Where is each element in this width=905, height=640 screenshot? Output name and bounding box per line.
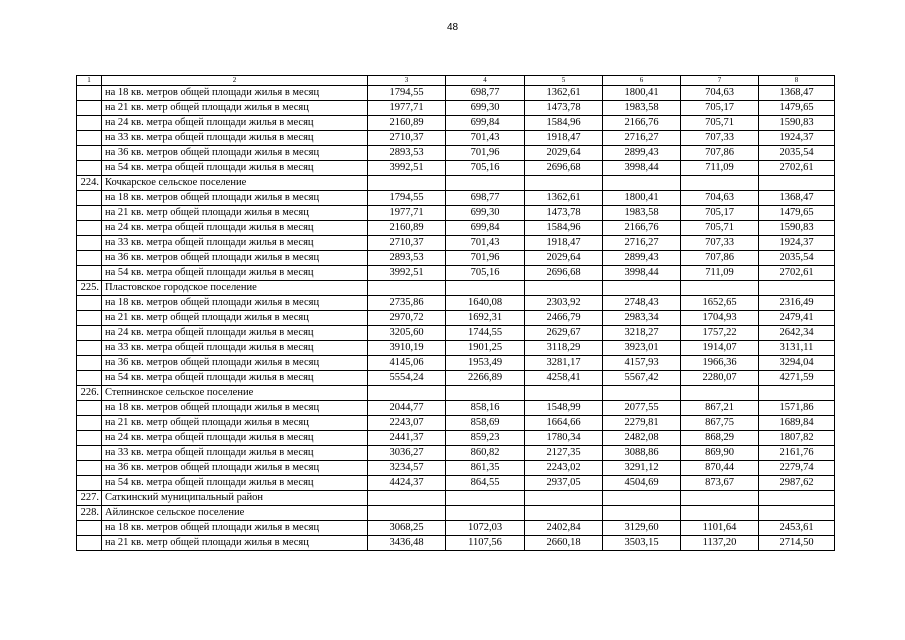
value-cell: 2696,68 [525, 266, 603, 281]
table-row [77, 236, 835, 251]
row-label-cell: на 33 кв. метра общей площади жилья в месяц [102, 131, 368, 146]
value-cell: 1584,96 [525, 221, 603, 236]
row-index-cell [77, 191, 102, 206]
value-cell: 2161,76 [759, 446, 835, 461]
value-cell: 2937,05 [525, 476, 603, 491]
table-row [77, 221, 835, 236]
row-index-cell [77, 356, 102, 371]
value-cell: 699,84 [446, 116, 525, 131]
value-cell: 5554,24 [368, 371, 446, 386]
value-cell [759, 386, 835, 401]
value-cell: 2035,54 [759, 146, 835, 161]
value-cell: 4504,69 [603, 476, 681, 491]
row-label-cell: на 36 кв. метров общей площади жилья в месяц [102, 356, 368, 371]
value-cell: 2702,61 [759, 266, 835, 281]
table-row [77, 206, 835, 221]
table-row [77, 341, 835, 356]
row-index-cell [77, 536, 102, 551]
value-cell: 2303,92 [525, 296, 603, 311]
value-cell: 860,82 [446, 446, 525, 461]
row-index-cell [77, 461, 102, 476]
value-cell: 2899,43 [603, 251, 681, 266]
column-number-cell: 5 [525, 76, 603, 86]
value-cell: 4258,41 [525, 371, 603, 386]
row-label-cell: на 54 кв. метра общей площади жилья в месяц [102, 476, 368, 491]
value-cell: 1794,55 [368, 86, 446, 101]
value-cell: 2702,61 [759, 161, 835, 176]
value-cell: 707,86 [681, 146, 759, 161]
value-cell: 2660,18 [525, 536, 603, 551]
value-cell: 704,63 [681, 86, 759, 101]
value-cell: 701,96 [446, 251, 525, 266]
value-cell [681, 176, 759, 191]
value-cell [759, 491, 835, 506]
value-cell: 3129,60 [603, 521, 681, 536]
value-cell: 3281,17 [525, 356, 603, 371]
row-label-cell: на 18 кв. метров общей площади жилья в месяц [102, 86, 368, 101]
row-label-cell: на 36 кв. метров общей площади жилья в месяц [102, 146, 368, 161]
value-cell [603, 491, 681, 506]
value-cell: 1924,37 [759, 236, 835, 251]
value-cell: 707,33 [681, 131, 759, 146]
value-cell: 3998,44 [603, 161, 681, 176]
value-cell: 2160,89 [368, 116, 446, 131]
table-row [77, 431, 835, 446]
table-row [77, 251, 835, 266]
value-cell: 2279,81 [603, 416, 681, 431]
row-label-cell: на 33 кв. метра общей площади жилья в месяц [102, 446, 368, 461]
value-cell: 1918,47 [525, 131, 603, 146]
value-cell: 1704,93 [681, 311, 759, 326]
value-cell: 2642,34 [759, 326, 835, 341]
value-cell: 704,63 [681, 191, 759, 206]
value-cell: 869,90 [681, 446, 759, 461]
value-cell: 1473,78 [525, 101, 603, 116]
value-cell: 1107,56 [446, 536, 525, 551]
row-index-cell [77, 236, 102, 251]
value-cell: 2402,84 [525, 521, 603, 536]
value-cell: 3205,60 [368, 326, 446, 341]
row-index-cell [77, 131, 102, 146]
value-cell: 2482,08 [603, 431, 681, 446]
table-row [77, 311, 835, 326]
value-cell: 1794,55 [368, 191, 446, 206]
row-label-cell: на 24 кв. метра общей площади жилья в месяц [102, 326, 368, 341]
value-cell: 2280,07 [681, 371, 759, 386]
value-cell [759, 176, 835, 191]
row-index-cell: 224. [77, 176, 102, 191]
value-cell: 2696,68 [525, 161, 603, 176]
value-cell: 707,86 [681, 251, 759, 266]
row-index-cell [77, 371, 102, 386]
value-cell: 2629,67 [525, 326, 603, 341]
table-row [77, 161, 835, 176]
value-cell: 868,29 [681, 431, 759, 446]
row-label-cell: на 24 кв. метра общей площади жилья в месяц [102, 431, 368, 446]
value-cell [681, 491, 759, 506]
value-cell: 1953,49 [446, 356, 525, 371]
table-row [77, 146, 835, 161]
row-label-cell: на 24 кв. метра общей площади жилья в месяц [102, 221, 368, 236]
value-cell: 3291,12 [603, 461, 681, 476]
value-cell: 707,33 [681, 236, 759, 251]
table-row [77, 401, 835, 416]
value-cell: 2983,34 [603, 311, 681, 326]
value-cell [446, 176, 525, 191]
value-cell: 864,55 [446, 476, 525, 491]
value-cell: 1983,58 [603, 101, 681, 116]
value-cell: 3131,11 [759, 341, 835, 356]
value-cell: 4271,59 [759, 371, 835, 386]
section-row [77, 176, 835, 191]
row-label-cell: на 21 кв. метр общей площади жилья в месяц [102, 416, 368, 431]
value-cell [525, 176, 603, 191]
value-cell: 698,77 [446, 191, 525, 206]
row-index-cell [77, 416, 102, 431]
value-cell: 705,71 [681, 116, 759, 131]
row-label-cell: Айлинское сельское поселение [102, 506, 368, 521]
value-cell [603, 281, 681, 296]
value-cell: 4424,37 [368, 476, 446, 491]
table-row [77, 266, 835, 281]
value-cell: 2748,43 [603, 296, 681, 311]
value-cell: 705,16 [446, 266, 525, 281]
value-cell [759, 281, 835, 296]
value-cell: 2899,43 [603, 146, 681, 161]
value-cell: 3036,27 [368, 446, 446, 461]
value-cell: 1101,64 [681, 521, 759, 536]
value-cell: 1590,83 [759, 221, 835, 236]
value-cell [368, 506, 446, 521]
value-cell: 1590,83 [759, 116, 835, 131]
table-row [77, 461, 835, 476]
value-cell: 3923,01 [603, 341, 681, 356]
value-cell: 699,84 [446, 221, 525, 236]
value-cell: 2316,49 [759, 296, 835, 311]
value-cell: 1977,71 [368, 101, 446, 116]
row-index-cell [77, 311, 102, 326]
value-cell: 711,09 [681, 161, 759, 176]
value-cell: 1640,08 [446, 296, 525, 311]
row-label-cell: на 36 кв. метров общей площади жилья в месяц [102, 251, 368, 266]
row-index-cell [77, 206, 102, 221]
row-label-cell: Кочкарское сельское поселение [102, 176, 368, 191]
table-row [77, 536, 835, 551]
table-row [77, 446, 835, 461]
value-cell: 2243,07 [368, 416, 446, 431]
row-label-cell: на 54 кв. метра общей площади жилья в месяц [102, 266, 368, 281]
value-cell [603, 386, 681, 401]
value-cell: 2735,86 [368, 296, 446, 311]
value-cell: 2441,37 [368, 431, 446, 446]
value-cell: 1914,07 [681, 341, 759, 356]
value-cell: 2029,64 [525, 146, 603, 161]
value-cell: 705,71 [681, 221, 759, 236]
value-cell: 1966,36 [681, 356, 759, 371]
value-cell: 858,69 [446, 416, 525, 431]
row-index-cell [77, 116, 102, 131]
value-cell: 698,77 [446, 86, 525, 101]
value-cell: 873,67 [681, 476, 759, 491]
section-row [77, 491, 835, 506]
section-row [77, 281, 835, 296]
value-cell: 1137,20 [681, 536, 759, 551]
row-label-cell: на 33 кв. метра общей площади жилья в месяц [102, 236, 368, 251]
value-cell [446, 506, 525, 521]
row-label-cell: на 21 кв. метр общей площади жилья в месяц [102, 536, 368, 551]
column-number-cell: 6 [603, 76, 681, 86]
row-index-cell [77, 251, 102, 266]
table-row [77, 296, 835, 311]
value-cell: 1571,86 [759, 401, 835, 416]
value-cell: 3503,15 [603, 536, 681, 551]
table-row [77, 131, 835, 146]
value-cell: 2893,53 [368, 251, 446, 266]
value-cell [368, 491, 446, 506]
row-index-cell [77, 266, 102, 281]
value-cell: 2716,27 [603, 131, 681, 146]
value-cell: 1918,47 [525, 236, 603, 251]
row-index-cell: 226. [77, 386, 102, 401]
value-cell: 2970,72 [368, 311, 446, 326]
value-cell [368, 281, 446, 296]
row-label-cell: на 21 кв. метр общей площади жилья в месяц [102, 101, 368, 116]
page-number: 48 [446, 22, 459, 33]
value-cell: 2243,02 [525, 461, 603, 476]
value-cell [603, 506, 681, 521]
row-label-cell: на 18 кв. метров общей площади жилья в месяц [102, 296, 368, 311]
value-cell: 2166,76 [603, 116, 681, 131]
row-index-cell: 225. [77, 281, 102, 296]
value-cell: 867,21 [681, 401, 759, 416]
row-label-cell: Саткинский муниципальный район [102, 491, 368, 506]
value-cell: 3118,29 [525, 341, 603, 356]
table-row [77, 416, 835, 431]
column-number-cell: 3 [368, 76, 446, 86]
value-cell: 701,43 [446, 131, 525, 146]
value-cell [446, 386, 525, 401]
value-cell: 1072,03 [446, 521, 525, 536]
row-index-cell [77, 341, 102, 356]
value-cell: 2479,41 [759, 311, 835, 326]
value-cell: 3294,04 [759, 356, 835, 371]
value-cell: 3218,27 [603, 326, 681, 341]
row-label-cell: на 54 кв. метра общей площади жилья в месяц [102, 161, 368, 176]
value-cell: 1584,96 [525, 116, 603, 131]
column-number-cell: 1 [77, 76, 102, 86]
value-cell: 1362,61 [525, 191, 603, 206]
value-cell: 2710,37 [368, 131, 446, 146]
value-cell: 1780,34 [525, 431, 603, 446]
value-cell [525, 281, 603, 296]
value-cell: 2453,61 [759, 521, 835, 536]
value-cell: 3436,48 [368, 536, 446, 551]
value-cell: 1744,55 [446, 326, 525, 341]
value-cell: 3234,57 [368, 461, 446, 476]
value-cell [603, 176, 681, 191]
value-cell: 2893,53 [368, 146, 446, 161]
value-cell: 2044,77 [368, 401, 446, 416]
value-cell: 3088,86 [603, 446, 681, 461]
value-cell: 3910,19 [368, 341, 446, 356]
table-row [77, 521, 835, 536]
table-row [77, 191, 835, 206]
row-index-cell [77, 221, 102, 236]
value-cell: 870,44 [681, 461, 759, 476]
value-cell: 2077,55 [603, 401, 681, 416]
value-cell: 4145,06 [368, 356, 446, 371]
row-label-cell: на 18 кв. метров общей площади жилья в месяц [102, 401, 368, 416]
value-cell: 3992,51 [368, 161, 446, 176]
row-index-cell [77, 476, 102, 491]
value-cell: 1924,37 [759, 131, 835, 146]
row-label-cell: на 54 кв. метра общей площади жилья в месяц [102, 371, 368, 386]
value-cell: 1983,58 [603, 206, 681, 221]
value-cell: 2127,35 [525, 446, 603, 461]
value-cell: 861,35 [446, 461, 525, 476]
value-cell: 2716,27 [603, 236, 681, 251]
row-index-cell [77, 161, 102, 176]
column-number-cell: 8 [759, 76, 835, 86]
value-cell: 1689,84 [759, 416, 835, 431]
value-cell: 1800,41 [603, 86, 681, 101]
table-row [77, 86, 835, 101]
value-cell: 2166,76 [603, 221, 681, 236]
table-body [77, 76, 835, 551]
value-cell: 711,09 [681, 266, 759, 281]
value-cell: 1757,22 [681, 326, 759, 341]
row-index-cell [77, 446, 102, 461]
value-cell: 1807,82 [759, 431, 835, 446]
value-cell: 2710,37 [368, 236, 446, 251]
value-cell: 1977,71 [368, 206, 446, 221]
value-cell: 701,43 [446, 236, 525, 251]
row-index-cell [77, 326, 102, 341]
table-row [77, 326, 835, 341]
value-cell [446, 491, 525, 506]
value-cell: 1901,25 [446, 341, 525, 356]
value-cell: 3998,44 [603, 266, 681, 281]
table-row [77, 116, 835, 131]
value-cell: 867,75 [681, 416, 759, 431]
row-label-cell: на 21 кв. метр общей площади жилья в месяц [102, 311, 368, 326]
value-cell: 1664,66 [525, 416, 603, 431]
row-label-cell: на 24 кв. метра общей площади жилья в месяц [102, 116, 368, 131]
row-label-cell: на 21 кв. метр общей площади жилья в месяц [102, 206, 368, 221]
table-row [77, 371, 835, 386]
section-row [77, 506, 835, 521]
value-cell [681, 506, 759, 521]
row-index-cell [77, 101, 102, 116]
value-cell: 1548,99 [525, 401, 603, 416]
row-label-cell: на 33 кв. метра общей площади жилья в месяц [102, 341, 368, 356]
value-cell: 2029,64 [525, 251, 603, 266]
value-cell: 2466,79 [525, 311, 603, 326]
value-cell: 2266,89 [446, 371, 525, 386]
value-cell [368, 386, 446, 401]
value-cell: 858,16 [446, 401, 525, 416]
value-cell: 1800,41 [603, 191, 681, 206]
value-cell: 1362,61 [525, 86, 603, 101]
value-cell: 1479,65 [759, 206, 835, 221]
row-index-cell [77, 146, 102, 161]
value-cell: 699,30 [446, 101, 525, 116]
value-cell: 1368,47 [759, 191, 835, 206]
value-cell: 1692,31 [446, 311, 525, 326]
value-cell [759, 506, 835, 521]
row-index-cell: 228. [77, 506, 102, 521]
table-row [77, 101, 835, 116]
value-cell: 2987,62 [759, 476, 835, 491]
value-cell [525, 386, 603, 401]
value-cell: 5567,42 [603, 371, 681, 386]
row-label-cell: на 18 кв. метров общей площади жилья в месяц [102, 521, 368, 536]
value-cell: 705,16 [446, 161, 525, 176]
value-cell: 2035,54 [759, 251, 835, 266]
row-label-cell: Степнинское сельское поселение [102, 386, 368, 401]
value-cell: 701,96 [446, 146, 525, 161]
value-cell: 3992,51 [368, 266, 446, 281]
value-cell [368, 176, 446, 191]
column-number-row [77, 76, 835, 86]
value-cell [525, 491, 603, 506]
row-label-cell: на 36 кв. метров общей площади жилья в месяц [102, 461, 368, 476]
row-index-cell [77, 431, 102, 446]
value-cell: 705,17 [681, 101, 759, 116]
value-cell: 2279,74 [759, 461, 835, 476]
section-row [77, 386, 835, 401]
row-label-cell: Пластовское городское поселение [102, 281, 368, 296]
tariff-table [76, 75, 835, 551]
value-cell [681, 281, 759, 296]
row-index-cell: 227. [77, 491, 102, 506]
value-cell: 3068,25 [368, 521, 446, 536]
value-cell: 699,30 [446, 206, 525, 221]
column-number-cell: 7 [681, 76, 759, 86]
value-cell: 859,23 [446, 431, 525, 446]
row-index-cell [77, 521, 102, 536]
row-label-cell: на 18 кв. метров общей площади жилья в месяц [102, 191, 368, 206]
value-cell [446, 281, 525, 296]
value-cell: 2714,50 [759, 536, 835, 551]
table-row [77, 476, 835, 491]
value-cell: 2160,89 [368, 221, 446, 236]
row-index-cell [77, 401, 102, 416]
value-cell [525, 506, 603, 521]
row-index-cell [77, 296, 102, 311]
value-cell: 705,17 [681, 206, 759, 221]
value-cell: 1479,65 [759, 101, 835, 116]
column-number-cell: 2 [102, 76, 368, 86]
value-cell: 1652,65 [681, 296, 759, 311]
value-cell: 4157,93 [603, 356, 681, 371]
value-cell [681, 386, 759, 401]
table-row [77, 356, 835, 371]
row-index-cell [77, 86, 102, 101]
value-cell: 1368,47 [759, 86, 835, 101]
value-cell: 1473,78 [525, 206, 603, 221]
column-number-cell: 4 [446, 76, 525, 86]
